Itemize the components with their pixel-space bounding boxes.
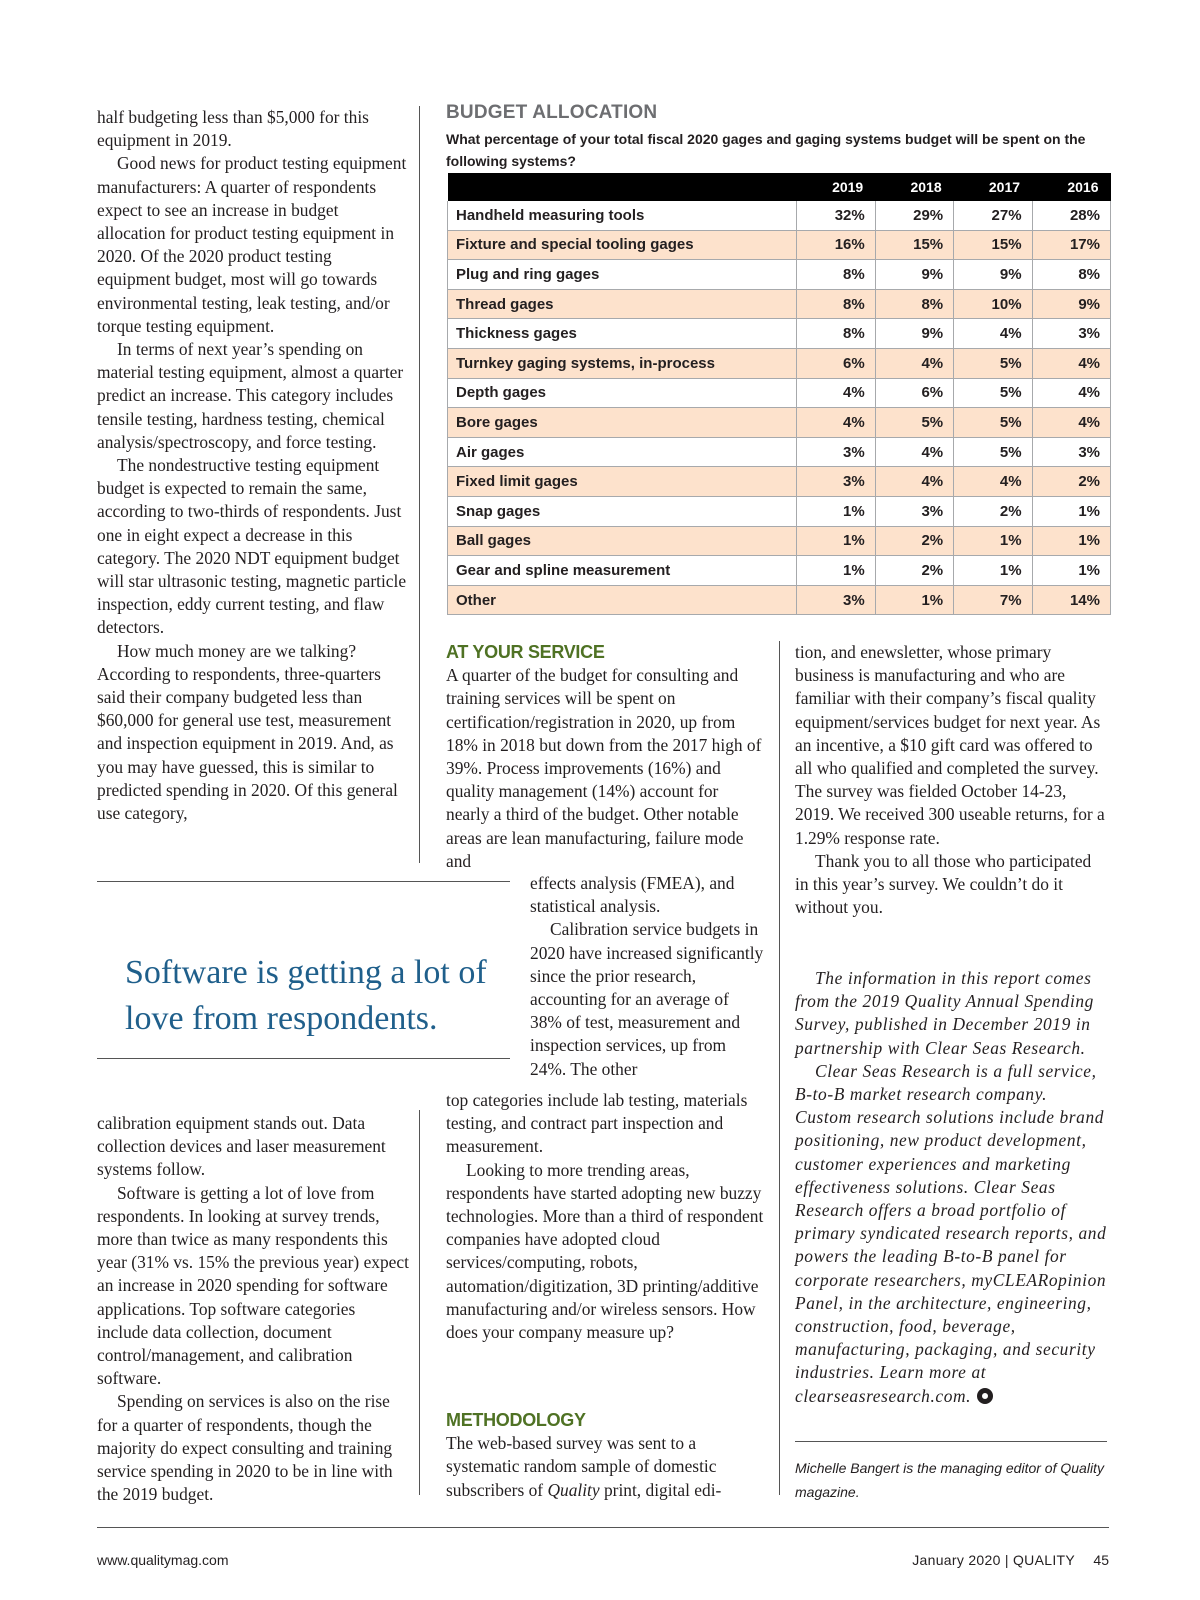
table-cell: 1%	[1032, 496, 1110, 526]
table-row	[448, 289, 1111, 319]
column-2-top	[446, 641, 764, 873]
row-label: Other	[448, 585, 797, 615]
column-3-note	[795, 967, 1107, 1408]
table-cell: 8%	[1032, 260, 1110, 290]
paragraph: tion, and enewsletter, whose primary business is manufacturing and who are familiar with their company’s fiscal quality equipment/services budget for next year. As an incentive, a $10 gift card was offered to all who qualified and completed the survey. The survey was fielded October 14-23, 2019. We received 300 useable returns, for a 1.29% response rate.	[795, 642, 1105, 848]
table-cell: 15%	[875, 230, 953, 260]
table-cell: 5%	[954, 378, 1032, 408]
footer-url: www.qualitymag.com	[97, 1552, 229, 1568]
row-label: Snap gages	[448, 496, 797, 526]
table-cell: 6%	[797, 348, 875, 378]
pullquote-top-rule	[97, 881, 510, 882]
table-row	[448, 260, 1111, 290]
column-3-top	[795, 641, 1107, 919]
table-cell: 10%	[954, 289, 1032, 319]
table-cell: 2%	[954, 496, 1032, 526]
header-year: 2016	[1032, 173, 1110, 201]
table-cell: 3%	[875, 496, 953, 526]
table-cell: 5%	[954, 408, 1032, 438]
table-cell: 2%	[875, 526, 953, 556]
table-cell: 4%	[954, 319, 1032, 349]
row-label: Turnkey gaging systems, in-process	[448, 348, 797, 378]
row-label: Bore gages	[448, 408, 797, 438]
table-row	[448, 496, 1111, 526]
table-cell: 4%	[797, 408, 875, 438]
budget-title: BUDGET ALLOCATION	[446, 102, 658, 123]
table-cell: 4%	[875, 348, 953, 378]
budget-table	[447, 173, 1111, 615]
table-cell: 1%	[954, 526, 1032, 556]
page-number: 45	[1093, 1552, 1109, 1568]
section-heading-service: AT YOUR SERVICE	[446, 642, 605, 662]
table-cell: 3%	[797, 467, 875, 497]
paragraph: calibration equipment stands out. Data collection devices and laser measurement systems follow.	[97, 1113, 386, 1180]
paragraph: Software is getting a lot of love from respondents. In looking at survey trends, more than twice as many respondents this year (31% vs. 15% the previous year) expect an increase in 2020 spending for software applications. Top software categories include data collection, document control/management, and calibration software.	[97, 1182, 409, 1389]
table-row	[448, 201, 1111, 230]
table-cell: 4%	[1032, 348, 1110, 378]
table-row	[448, 230, 1111, 260]
table-cell: 7%	[954, 585, 1032, 615]
footer-rule	[97, 1527, 1109, 1528]
author-rule	[795, 1441, 1107, 1442]
pullquote-bottom-rule	[97, 1058, 510, 1059]
author-bio: Michelle Bangert is the managing editor of Quality magazine.	[795, 1460, 1104, 1500]
table-cell: 27%	[954, 201, 1032, 230]
table-cell: 3%	[1032, 437, 1110, 467]
table-body	[448, 201, 1111, 615]
paragraph: In terms of next year’s spending on material testing equipment, almost a quarter predict an increase. This category includes tensile testing, hardness testing, chemical analysis/spectroscopy, and force testing.	[97, 339, 404, 452]
paragraph: Good news for product testing equipment manufacturers: A quarter of respondents expect to see an increase in budget allocation for product testing equipment in 2020. Of the 2020 product testing equipment budget, most will go towards environmental testing, leak testing, and/or torque testing equipment.	[97, 153, 407, 336]
paragraph: top categories include lab testing, materials testing, and contract part inspection and measurement.	[446, 1090, 748, 1157]
table-row	[448, 378, 1111, 408]
table-row	[448, 319, 1111, 349]
row-label: Air gages	[448, 437, 797, 467]
table-cell: 5%	[954, 348, 1032, 378]
table-row	[448, 437, 1111, 467]
section-heading-methodology: METHODOLOGY	[446, 1410, 586, 1430]
table-row	[448, 526, 1111, 556]
table-cell: 2%	[875, 556, 953, 586]
table-cell: 9%	[875, 260, 953, 290]
table-cell: 3%	[797, 437, 875, 467]
column-2-wrap	[530, 872, 765, 1081]
table-cell: 4%	[797, 378, 875, 408]
row-label: Fixture and special tooling gages	[448, 230, 797, 260]
methodology-section	[446, 1409, 764, 1502]
table-cell: 1%	[875, 585, 953, 615]
table-cell: 1%	[797, 496, 875, 526]
column-1-bottom	[97, 1112, 409, 1506]
column-1-top	[97, 106, 409, 825]
row-label: Plug and ring gages	[448, 260, 797, 290]
table-cell: 8%	[875, 289, 953, 319]
text-run: Clear Seas Research is a full service, B-to-B market research company. Custom research solutions include brand positioning, new product development, customer experiences and marketing effectiveness solutions. Clear Seas Research offers a broad portfolio of primary syndicated research reports, and powers the leading B-to-B panel for corporate researchers, myCLEARopinion Panel, in the architecture, engineering, construction, food, beverage, manufacturing, packaging, and security industries. Learn more at clearseasresearch.com.	[795, 1060, 1107, 1406]
table-row	[448, 348, 1111, 378]
table-cell: 5%	[954, 437, 1032, 467]
table-cell: 4%	[875, 467, 953, 497]
table-cell: 32%	[797, 201, 875, 230]
header-year: 2017	[954, 173, 1032, 201]
paragraph: effects analysis (FMEA), and statistical analysis.	[530, 873, 735, 917]
table-row	[448, 585, 1111, 615]
paragraph: half budgeting less than $5,000 for this equipment in 2019.	[97, 107, 369, 151]
table-cell: 28%	[1032, 201, 1110, 230]
magazine-name: Quality	[547, 1479, 600, 1500]
header-year: 2018	[875, 173, 953, 201]
text-run: The web-based survey was sent to a systematic random sample of domestic subscribers of	[446, 1433, 717, 1500]
table-cell: 9%	[875, 319, 953, 349]
table-cell: 2%	[1032, 467, 1110, 497]
table-cell: 15%	[954, 230, 1032, 260]
paragraph: Thank you to all those who participated in this year’s survey. We couldn’t do it without you.	[795, 850, 1092, 918]
row-label: Thread gages	[448, 289, 797, 319]
table-cell: 1%	[797, 556, 875, 586]
table-cell: 1%	[797, 526, 875, 556]
paragraph: Calibration service budgets in 2020 have increased significantly since the prior research, accounting for an average of 38% of test, measurement and inspection services, up from 24%. The other	[530, 919, 764, 1079]
row-label: Depth gages	[448, 378, 797, 408]
table-cell: 17%	[1032, 230, 1110, 260]
footer-issue: January 2020 | QUALITY	[912, 1552, 1075, 1568]
table-row	[448, 408, 1111, 438]
table-cell: 4%	[954, 467, 1032, 497]
table-cell: 4%	[1032, 378, 1110, 408]
row-label: Handheld measuring tools	[448, 201, 797, 230]
row-label: Gear and spline measurement	[448, 556, 797, 586]
column-divider	[419, 106, 420, 863]
row-label: Fixed limit gages	[448, 467, 797, 497]
table-cell: 8%	[797, 319, 875, 349]
header-blank	[448, 173, 797, 201]
table-cell: 3%	[1032, 319, 1110, 349]
quality-logo-icon	[977, 1388, 993, 1404]
table-cell: 9%	[954, 260, 1032, 290]
table-cell: 9%	[1032, 289, 1110, 319]
column-2-bottom	[446, 1089, 764, 1344]
header-year: 2019	[797, 173, 875, 201]
table-cell: 4%	[1032, 408, 1110, 438]
table-cell: 29%	[875, 201, 953, 230]
table-cell: 8%	[797, 289, 875, 319]
budget-question: What percentage of your total fiscal 2020 gages and gaging systems budget will be spent on the following systems?	[446, 131, 1086, 169]
table-cell: 1%	[1032, 556, 1110, 586]
table-cell: 1%	[954, 556, 1032, 586]
paragraph: Spending on services is also on the rise for a quarter of respondents, though the majority do expect consulting and training service spending in 2020 to be in line with the 2019 budget.	[97, 1391, 393, 1505]
paragraph: The information in this report comes from the 2019 Quality Annual Spending Survey, published in December 2019 in partnership with Clear Seas Research.	[795, 968, 1094, 1058]
text-run: print, digital edi-	[599, 1479, 722, 1500]
table-cell: 3%	[797, 585, 875, 615]
paragraph: Looking to more trending areas, respondents have started adopting new buzzy technologies. More than a third of respondent companies have adopted cloud services/computing, robots, automation/digitization, 3D printing/additive manufacturing and/or wireless sensors. How does your company measure up?	[446, 1159, 764, 1343]
table-row	[448, 467, 1111, 497]
table-row	[448, 556, 1111, 586]
row-label: Thickness gages	[448, 319, 797, 349]
paragraph: A quarter of the budget for consulting and training services will be spent on certification/registration in 2020, up from 18% in 2018 but down from the 2017 high of 39%. Process improvements (16%) and quality management (14%) account for nearly a third of the budget. Other notable areas are lean manufacturing, failure mode and	[446, 665, 762, 871]
table-cell: 6%	[875, 378, 953, 408]
paragraph: The nondestructive testing equipment budget is expected to remain the same, according to two-thirds of respondents. Just one in eight expect a decrease in this category. The 2020 NDT equipment budget will star ultrasonic testing, magnetic particle inspection, eddy current testing, and flaw detectors.	[97, 455, 407, 638]
table-cell: 5%	[875, 408, 953, 438]
row-label: Ball gages	[448, 526, 797, 556]
paragraph	[446, 1432, 764, 1502]
paragraph: How much money are we talking? According to respondents, three-quarters said their company budgeted less than $60,000 for general use test, measurement and inspection equipment in 2019. And, as you may have guessed, this is similar to predicted spending in 2020. Of this general use category,	[97, 640, 398, 824]
table-cell: 14%	[1032, 585, 1110, 615]
table-header-row	[448, 173, 1111, 201]
column-divider	[779, 641, 780, 1495]
paragraph	[795, 1060, 1107, 1408]
table-cell: 8%	[797, 260, 875, 290]
table-cell: 4%	[875, 437, 953, 467]
column-divider	[419, 1110, 420, 1495]
pullquote: Software is getting a lot of love from respondents.	[125, 954, 487, 1037]
table-cell: 16%	[797, 230, 875, 260]
table-cell: 1%	[1032, 526, 1110, 556]
